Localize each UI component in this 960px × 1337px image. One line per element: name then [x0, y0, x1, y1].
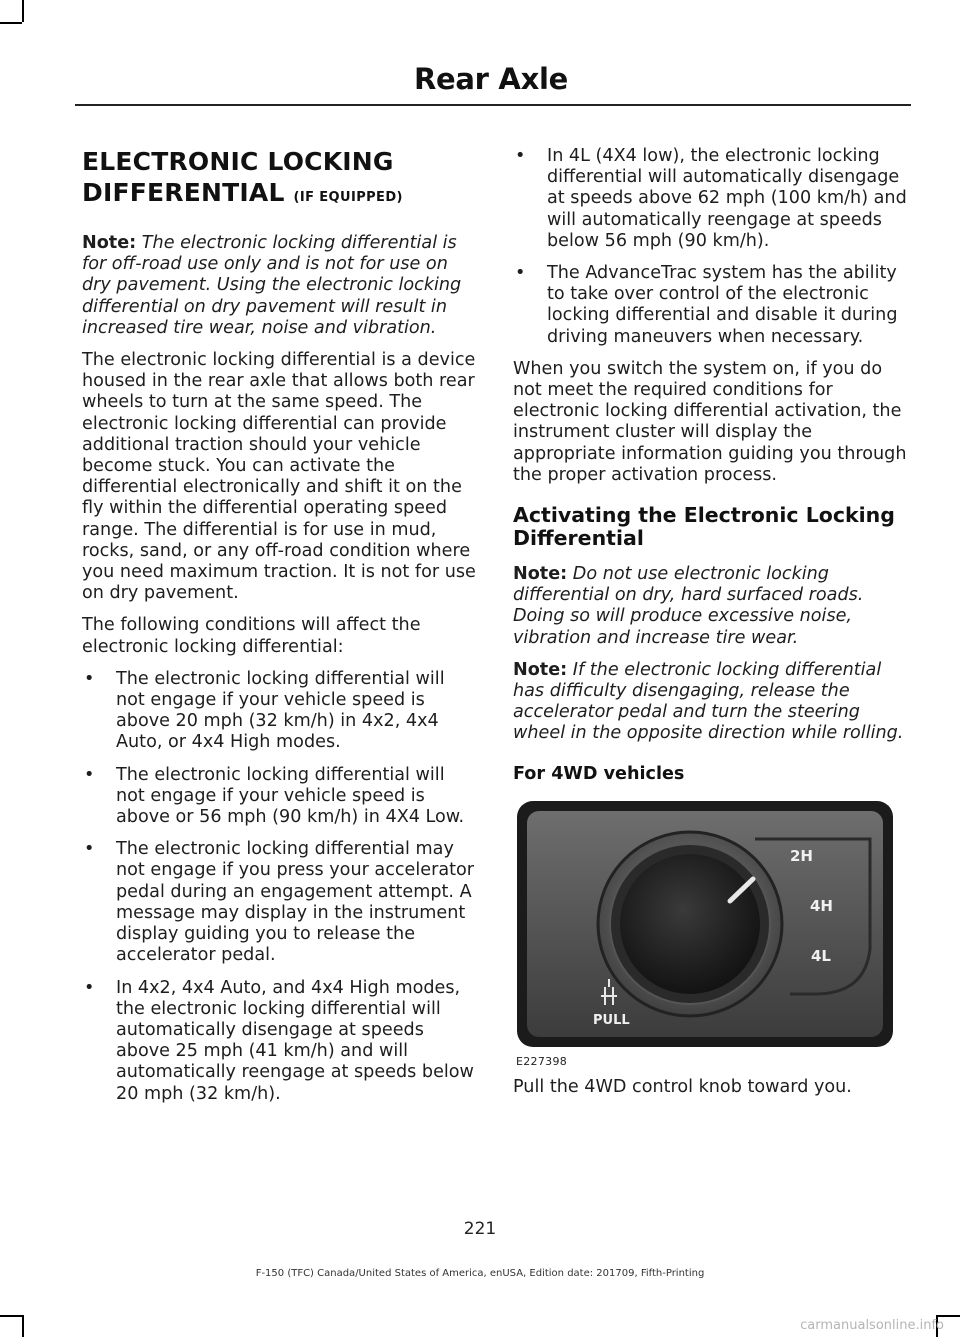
crop-mark-bottom-left-horizontal — [0, 1315, 22, 1317]
section-heading — [82, 146, 478, 213]
bullet-icon: • — [515, 146, 526, 166]
list-item — [82, 669, 478, 754]
body-paragraph: The electronic locking differential is a device housed in the rear axle that allows both rear wheels to turn at the same speed. The electronic locking differential can provide additional traction should your vehicle become stuck. You can activate the differential electronically and shift it on the fly within the differential operating speed range. The differential is for use in mud, rocks, sand, or any off-road condition where you need maximum traction. It is not for use on dry pavement. — [82, 350, 476, 604]
note-paragraph — [82, 233, 478, 339]
list-item-text: In 4L (4X4 low), the electronic locking differential will automatically disengage at speeds above 62 mph (100 km/h) and will automatically reengage at speeds below 56 mph (90 km/h). — [547, 146, 907, 251]
list-item-text: The electronic locking differential may not engage if you press your accelerator pedal during an engagement attempt. A message may display in the instrument display guiding you to release the accelerator pedal. — [116, 839, 475, 966]
bullet-icon: • — [84, 977, 95, 998]
bullet-icon: • — [84, 764, 95, 785]
list-item-text: The electronic locking differential will not engage if your vehicle speed is above or 56 mph (90 km/h) in 4X4 Low. — [116, 764, 465, 828]
list-item — [82, 839, 478, 966]
note-paragraph — [513, 564, 911, 649]
section-title: ELECTRONIC LOCKING DIFFERENTIAL — [82, 147, 394, 207]
note-label: Note: — [513, 659, 568, 680]
crop-mark-bottom-right-horizontal — [938, 1315, 960, 1317]
crop-mark-top-left-horizontal — [0, 22, 22, 24]
subsection-heading: Activating the Electronic Locking Differential — [513, 503, 895, 551]
list-item — [513, 263, 911, 348]
mode-label-2h: 2H — [790, 846, 813, 865]
bullet-icon: • — [84, 839, 95, 860]
pull-label: PULL — [593, 1012, 630, 1028]
page-number: 221 — [463, 1219, 497, 1239]
watermark: carmanualsonline.info — [800, 1318, 944, 1333]
body-paragraph: The following conditions will affect the electronic locking differential: — [82, 615, 421, 657]
bullet-icon: • — [515, 263, 526, 284]
note-label: Note: — [513, 564, 568, 585]
figure-caption: Pull the 4WD control knob toward you. — [513, 1076, 852, 1097]
note-label: Note: — [82, 233, 137, 253]
body-paragraph: When you switch the system on, if you do not meet the required conditions for electronic locking differential activation, the instrument cluster will display the appropriate information guiding you through the proper activation process. — [513, 358, 907, 485]
note-text: If the electronic locking differential has difficulty disengaging, release the accelerator pedal and turn the steering wheel in the opposite direction while rolling. — [513, 659, 904, 744]
note-text: The electronic locking differential is for off-road use only and is not for use on dry pavement. Using the electronic locking differential on dry pavement will result in increased tire wear, noise and vibration. — [82, 233, 462, 338]
right-column — [513, 146, 911, 1109]
list-item — [513, 146, 911, 252]
knob-dial — [620, 854, 760, 994]
left-column — [82, 146, 478, 1116]
list-item-text: In 4x2, 4x4 Auto, and 4x4 High modes, the electronic locking differential will automatically disengage at speeds above 25 mph (41 km/h) and will automatically reengage at speeds below 20 mph (32 km/h). — [116, 977, 474, 1104]
4wd-control-figure — [513, 799, 911, 1069]
header-rule — [75, 104, 911, 106]
figure-id: E227398 — [516, 1054, 568, 1068]
list-item — [82, 765, 478, 829]
list-item-text: The AdvanceTrac system has the ability to take over control of the electronic locking differential and disable it during driving maneuvers when necessary. — [547, 263, 898, 347]
list-item — [82, 978, 478, 1105]
list-item-text: The electronic locking differential will not engage if your vehicle speed is above 20 mph (32 km/h) in 4x2, 4x4 Auto, or 4x4 High modes. — [116, 668, 445, 753]
minor-heading: For 4WD vehicles — [513, 763, 685, 784]
crop-mark-top-left-vertical — [22, 0, 24, 22]
section-title-suffix: (IF EQUIPPED) — [293, 190, 403, 205]
bullet-list — [82, 669, 478, 1105]
bullet-list — [513, 146, 911, 348]
page-header-title: Rear Axle — [413, 62, 568, 96]
note-paragraph — [513, 660, 911, 745]
mode-label-4l: 4L — [811, 946, 831, 965]
bullet-icon: • — [84, 668, 95, 689]
footer-edition-info: F-150 (TFC) Canada/United States of America, enUSA, Edition date: 201709, Fifth-Printing — [255, 1268, 705, 1279]
mode-label-4h: 4H — [810, 896, 833, 915]
4wd-control-panel-illustration — [515, 799, 895, 1049]
crop-mark-bottom-left-vertical — [22, 1315, 24, 1337]
note-text: Do not use electronic locking differential on dry, hard surfaced roads. Doing so will produce excessive noise, vibration and increase tire wear. — [513, 564, 864, 648]
